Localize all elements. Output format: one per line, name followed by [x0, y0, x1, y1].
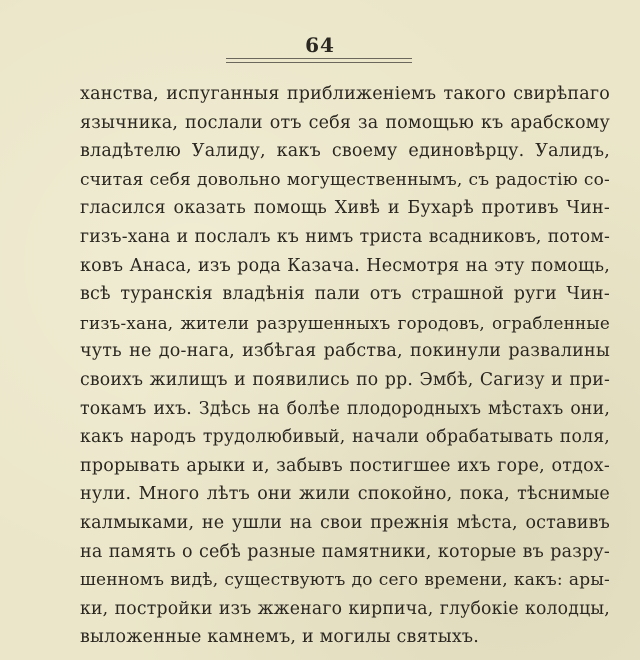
text-line: прорывать арыки и, забывъ постигшее ихъ горе, отдох- [80, 455, 610, 476]
page-number: 64 [305, 33, 335, 57]
text-line: токамъ ихъ. Здѣсь на болѣе плодородныхъ мѣстахъ они, [80, 398, 610, 419]
text-line: шенномъ видѣ, существуютъ до сего времени, какъ: ары- [80, 570, 610, 591]
text-line: выложенные камнемъ, и могилы святыхъ. [80, 627, 480, 648]
header-double-rule [226, 58, 412, 63]
text-line: ки, постройки изъ жженаго кирпича, глубокіе колодцы, [80, 598, 610, 619]
text-line: ковъ Анаса, изъ рода Казача. Несмотря на эту помощь, [80, 255, 610, 276]
text-line: гизъ-хана, жители разрушенныхъ городовъ, ограбленные [80, 312, 610, 333]
text-line: гласился оказать помощь Хивѣ и Бухарѣ противъ Чин- [80, 198, 610, 219]
body-text [80, 80, 610, 652]
text-line: гизъ-хана и послалъ къ нимъ триста всадниковъ, потом- [80, 226, 610, 247]
text-line: своихъ жилищъ и появились по рр. Эмбѣ, Сагизу и при- [80, 369, 610, 390]
text-line: нули. Много лѣтъ они жили спокойно, пока, тѣснимые [80, 484, 610, 505]
text-line: ханства, испуганныя приближеніемъ такого свирѣпаго [80, 84, 610, 104]
text-line: всѣ туранскія владѣнія пали отъ страшной руги Чин- [80, 284, 610, 305]
text-line: чуть не до-нага, избѣгая рабства, покинули развалины [80, 341, 610, 362]
text-line: на память о себѣ разные памятники, которые въ разру- [80, 541, 610, 562]
text-line: язычника, послали отъ себя за помощью къ арабскому [80, 112, 610, 133]
text-line: какъ народъ трудолюбивый, начали обрабатывать поля, [80, 427, 610, 448]
text-line: калмыками, не ушли на свои прежнія мѣста, оставивъ [80, 512, 610, 533]
text-line: считая себя довольно могущественнымъ, съ радостію со- [80, 169, 610, 190]
text-line: владѣтелю Уалиду, какъ своему единовѣрцу. Уалидъ, [80, 141, 610, 162]
